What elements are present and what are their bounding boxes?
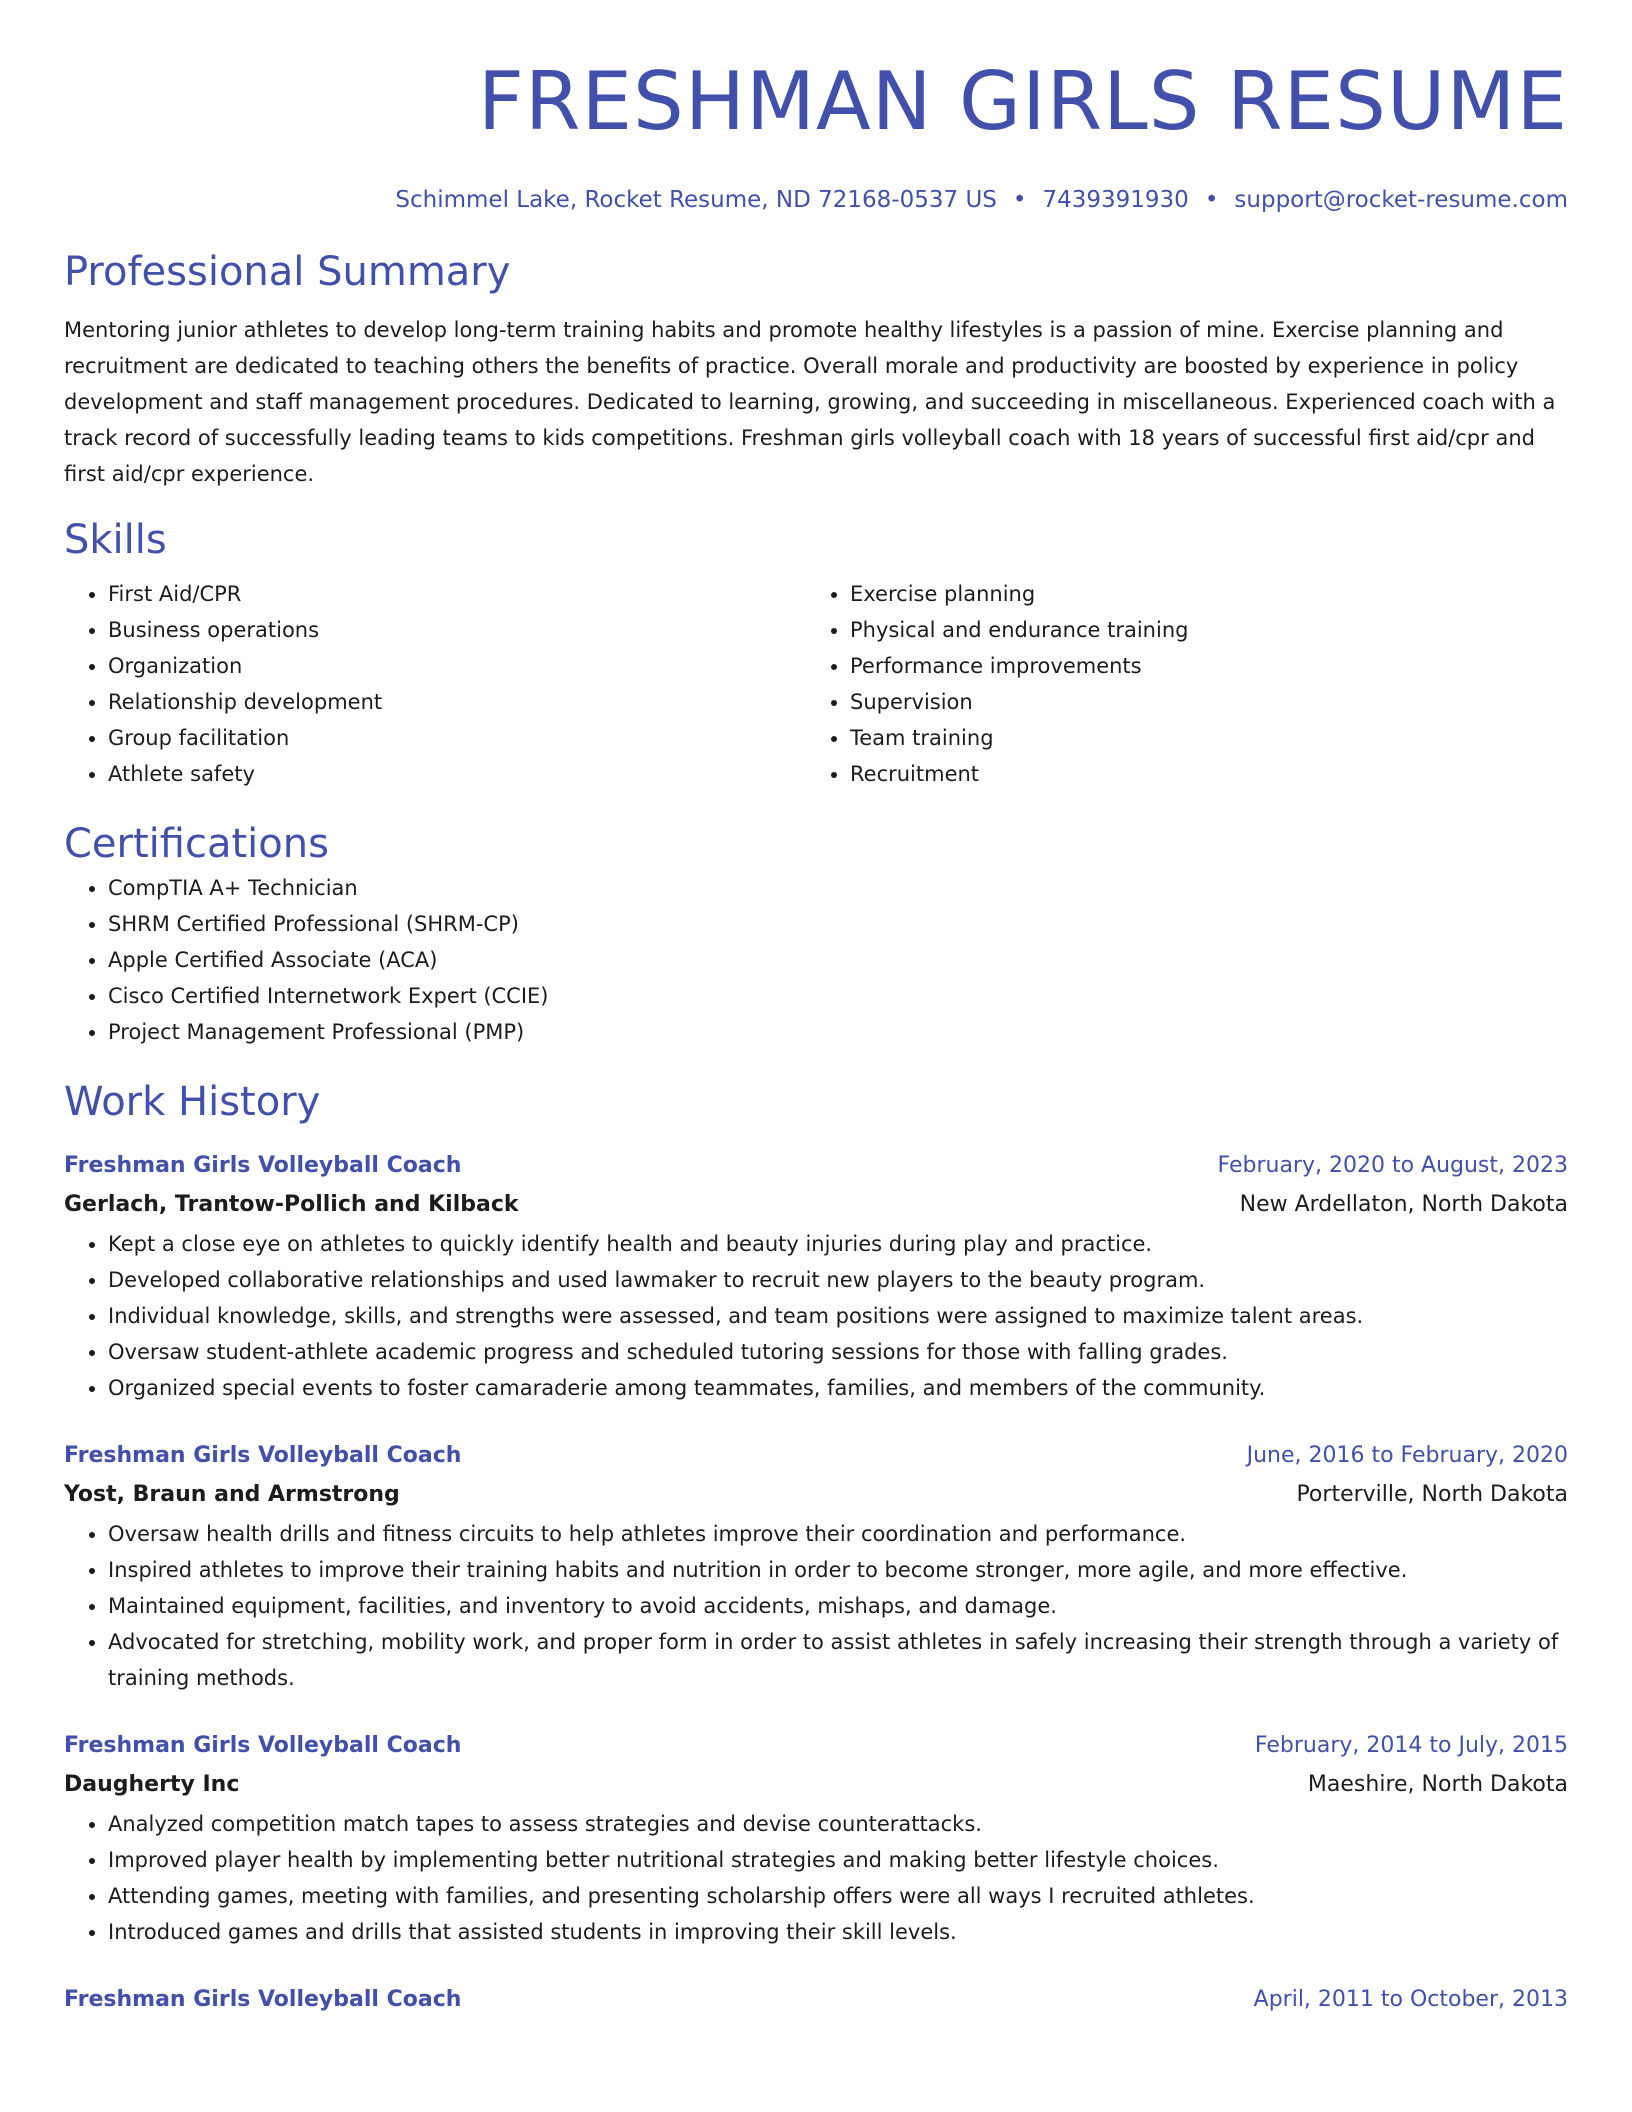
job-company: Gerlach, Trantow-Pollich and Kilback <box>64 1192 519 1217</box>
contact-separator: • <box>1204 187 1219 213</box>
skill-item: • Exercise planning <box>850 576 1548 612</box>
skill-item: • First Aid/CPR <box>108 576 806 612</box>
job-company: Yost, Braun and Armstrong <box>64 1482 400 1507</box>
job-title: Freshman Girls Volleyball Coach <box>64 1153 462 1178</box>
section-heading-skills: Skills <box>64 517 167 563</box>
job-duty: • Kept a close eye on athletes to quickly identify health and beauty injuries during play and practice. <box>108 1226 1568 1262</box>
skills-section <box>64 514 1568 792</box>
contact-line <box>64 184 1568 216</box>
job-duty: • Oversaw student-athlete academic progress and scheduled tutoring sessions for those with falling grades. <box>108 1334 1568 1370</box>
job-location: New Ardellaton, North Dakota <box>1239 1192 1568 1217</box>
skill-item: • Group facilitation <box>108 720 806 756</box>
job-company-row <box>64 1474 1568 1516</box>
job-dates: February, 2020 to August, 2023 <box>1217 1153 1568 1178</box>
professional-summary-section <box>64 246 1568 492</box>
job-location: Maeshire, North Dakota <box>1307 1772 1568 1797</box>
job-entry <box>64 1438 1568 1696</box>
job-title-row <box>64 1728 1568 1764</box>
summary-text: Mentoring junior athletes to develop long-term training habits and promote healthy lifestyles is a passion of mine. Exercise planning and recruitment are dedicated to teaching others the benefits of practice. Overall morale and productivity are boosted by experience in policy development and staff management procedures. Dedicated to learning, growing, and succeeding in miscellaneous. Experienced coach with a track record of successfully leading teams to kids competitions. Freshman girls volleyball coach with 18 years of successful first aid/cpr and first aid/cpr experience. <box>64 318 1556 486</box>
job-company-row <box>64 1184 1568 1226</box>
job-company: Daugherty Inc <box>64 1772 240 1797</box>
section-heading-certifications: Certifications <box>64 821 329 867</box>
job-duty: • Maintained equipment, facilities, and inventory to avoid accidents, mishaps, and damage. <box>108 1588 1568 1624</box>
section-heading-summary: Professional Summary <box>64 249 511 295</box>
certification-item: • Cisco Certified Internetwork Expert (CCIE) <box>108 978 1568 1014</box>
job-dates: February, 2014 to July, 2015 <box>1254 1733 1568 1758</box>
contact-address: Schimmel Lake, Rocket Resume, ND 72168-0537 US <box>395 187 997 213</box>
skill-item: • Business operations <box>108 612 806 648</box>
job-duty: • Improved player health by implementing better nutritional strategies and making better lifestyle choices. <box>108 1842 1568 1878</box>
contact-separator: • <box>1012 187 1027 213</box>
job-title: Freshman Girls Volleyball Coach <box>64 1443 462 1468</box>
skills-list-right <box>806 576 1548 792</box>
skills-grid <box>64 576 1568 792</box>
job-title-row <box>64 1982 1568 2018</box>
job-duties-list <box>64 1806 1568 1950</box>
job-dates: April, 2011 to October, 2013 <box>1253 1987 1568 2012</box>
job-duty: • Organized special events to foster camaraderie among teammates, families, and members of the community. <box>108 1370 1568 1406</box>
resume-page <box>64 0 1568 2018</box>
job-duty: • Advocated for stretching, mobility work, and proper form in order to assist athletes in safely increasing their strength through a variety of training methods. <box>108 1624 1568 1696</box>
contact-phone: 7439391930 <box>1042 187 1189 213</box>
job-company-row <box>64 1764 1568 1806</box>
job-title-row <box>64 1148 1568 1184</box>
job-duties-list <box>64 1516 1568 1696</box>
certification-item: • Project Management Professional (PMP) <box>108 1014 1568 1050</box>
job-duty: • Oversaw health drills and fitness circuits to help athletes improve their coordination and performance. <box>108 1516 1568 1552</box>
job-title: Freshman Girls Volleyball Coach <box>64 1733 462 1758</box>
job-duty: • Inspired athletes to improve their training habits and nutrition in order to become stronger, more agile, and more effective. <box>108 1552 1568 1588</box>
work-history-section <box>64 1076 1568 2018</box>
skill-item: • Physical and endurance training <box>850 612 1548 648</box>
skill-item: • Supervision <box>850 684 1548 720</box>
skill-item: • Athlete safety <box>108 756 806 792</box>
resume-title: FRESHMAN GIRLS RESUME <box>477 55 1568 148</box>
job-duty: • Introduced games and drills that assisted students in improving their skill levels. <box>108 1914 1568 1950</box>
skill-item: • Performance improvements <box>850 648 1548 684</box>
job-duty: • Individual knowledge, skills, and strengths were assessed, and team positions were assigned to maximize talent areas. <box>108 1298 1568 1334</box>
contact-email: support@rocket-resume.com <box>1234 187 1568 213</box>
skill-item: • Organization <box>108 648 806 684</box>
certification-item: • CompTIA A+ Technician <box>108 870 1568 906</box>
job-entry <box>64 1982 1568 2018</box>
skill-item: • Recruitment <box>850 756 1548 792</box>
skill-item: • Team training <box>850 720 1548 756</box>
job-entry <box>64 1148 1568 1406</box>
section-heading-work-history: Work History <box>64 1079 321 1125</box>
job-duty: • Analyzed competition match tapes to assess strategies and devise counterattacks. <box>108 1806 1568 1842</box>
certifications-section <box>64 818 1568 1050</box>
job-duty: • Attending games, meeting with families, and presenting scholarship offers were all ways I recruited athletes. <box>108 1878 1568 1914</box>
job-title-row <box>64 1438 1568 1474</box>
skills-list-left <box>64 576 806 792</box>
job-duty: • Developed collaborative relationships and used lawmaker to recruit new players to the beauty program. <box>108 1262 1568 1298</box>
certifications-list <box>64 870 1568 1050</box>
skill-item: • Relationship development <box>108 684 806 720</box>
job-dates: June, 2016 to February, 2020 <box>1246 1443 1568 1468</box>
job-entry <box>64 1728 1568 1950</box>
job-duties-list <box>64 1226 1568 1406</box>
certification-item: • Apple Certified Associate (ACA) <box>108 942 1568 978</box>
certification-item: • SHRM Certified Professional (SHRM-CP) <box>108 906 1568 942</box>
job-location: Porterville, North Dakota <box>1296 1482 1568 1507</box>
job-title: Freshman Girls Volleyball Coach <box>64 1987 462 2012</box>
